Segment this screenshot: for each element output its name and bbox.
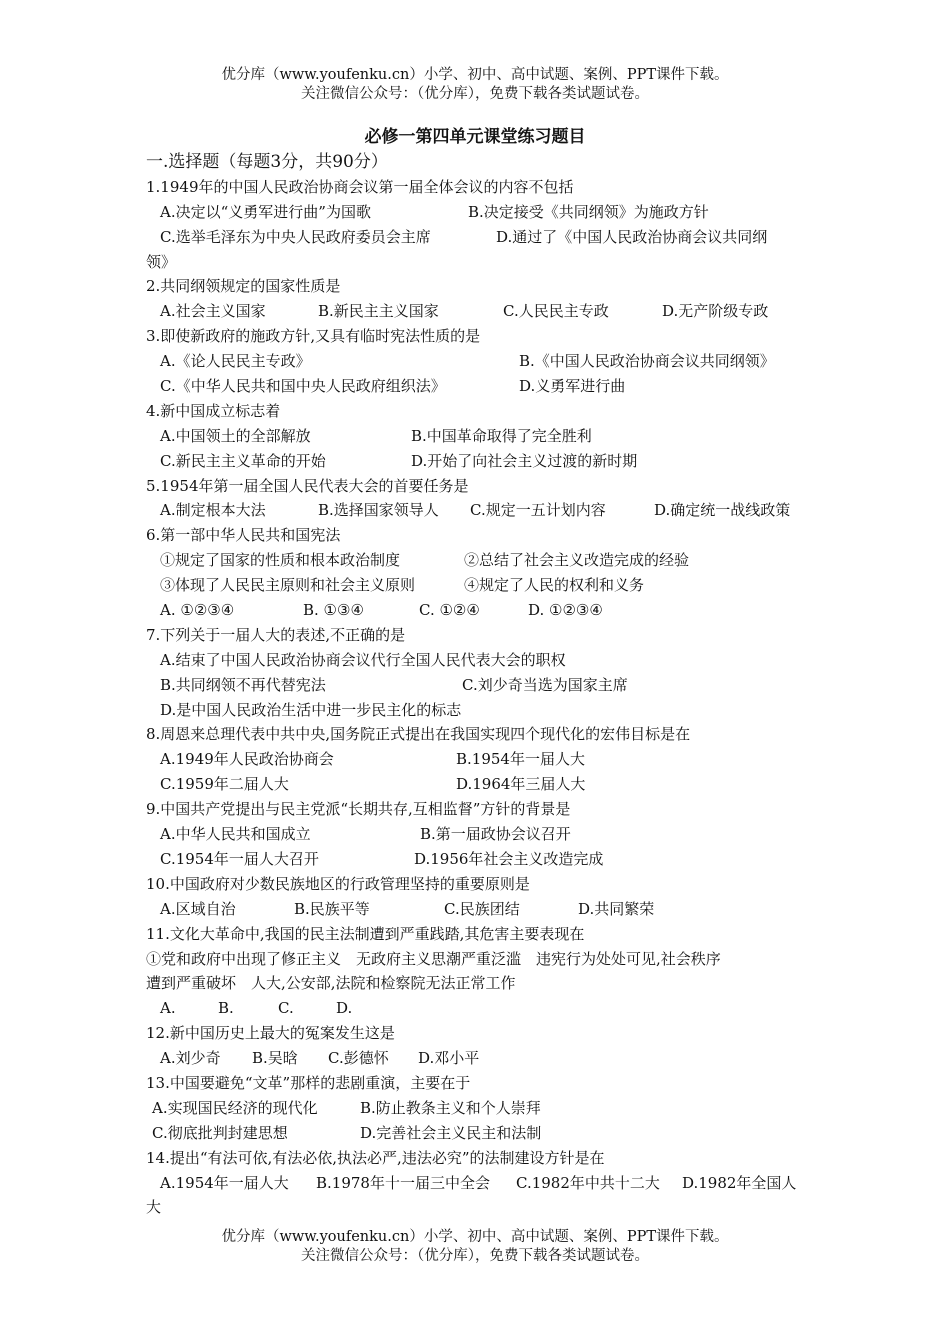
option-row: [146, 225, 816, 250]
option-c: C.彻底批判封建思想: [152, 1123, 288, 1142]
option-b: B.1978年十一届三中全会: [316, 1173, 490, 1192]
question-stem: 9.中国共产党提出与民主党派“长期共存,互相监督”方针的背景是: [146, 800, 571, 819]
option-c: C.彭德怀: [328, 1049, 389, 1068]
option-a: A.决定以“义勇军进行曲”为国歌: [160, 202, 371, 221]
option-a: A.1954年一届人大: [160, 1173, 289, 1192]
option-row: [146, 424, 816, 449]
option-d: D.1964年三届人大: [456, 775, 586, 794]
page-title: 必修一第四单元课堂练习题目: [364, 127, 586, 147]
option-row: [146, 349, 816, 374]
section-heading: 一.选择题（每题3分，共90分）: [146, 152, 388, 172]
question-stem: 12.新中国历史上最大的冤案发生这是: [146, 1024, 395, 1043]
footer-line-1: 优分库（www.youfenku.cn）小学、初中、高中试题、案例、PPT课件下载。: [221, 1229, 729, 1245]
option-c: C.1954年一届人大召开: [160, 849, 319, 868]
option-c: C.1982年中共十二大: [516, 1173, 660, 1192]
statement-1: ①规定了国家的性质和根本政治制度: [160, 551, 401, 570]
option-row: [146, 747, 816, 772]
question-stem: 5.1954年第一届全国人民代表大会的首要任务是: [146, 476, 469, 495]
footer-line-2: 关注微信公众号：（优分库），免费下载各类试题试卷。: [301, 1248, 649, 1264]
question-stem: 4.新中国成立标志着: [146, 401, 281, 420]
header-line-1: 优分库（www.youfenku.cn）小学、初中、高中试题、案例、PPT课件下载。: [221, 67, 729, 83]
option-row: [146, 200, 816, 225]
option-a: A. ①②③④: [160, 601, 235, 620]
option-b: B.选择国家领导人: [318, 501, 439, 520]
option-c: C.民族团结: [444, 899, 520, 918]
question-stem: 11.文化大革命中,我国的民主法制遭到严重践踏,其危害主要表现在: [146, 924, 585, 943]
option-b: B.防止教条主义和个人崇拜: [360, 1098, 541, 1117]
question-stem: 8.周恩来总理代表中共中央,国务院正式提出在我国实现四个现代化的宏伟目标是在: [146, 725, 691, 744]
question-stem: 2.共同纲领规定的国家性质是: [146, 277, 341, 296]
option-row: [146, 498, 816, 523]
option-row: [146, 1171, 816, 1196]
statement-3: ③体现了人民民主原则和社会主义原则: [160, 576, 416, 595]
question-stem: 1.1949年的中国人民政治协商会议第一届全体会议的内容不包括: [146, 177, 574, 196]
option-d: D.: [336, 999, 353, 1018]
option-b: B.第一届政协会议召开: [420, 825, 571, 844]
option-row: [146, 1046, 816, 1071]
question-text: 遭到严重破坏 人大,公安部,法院和检察院无法正常工作: [146, 974, 516, 993]
option-continuation: 领》: [146, 252, 177, 271]
option-d: D. ①②③④: [528, 601, 603, 620]
option-d: D.完善社会主义民主和法制: [360, 1123, 542, 1142]
option-b: B.吴晗: [252, 1049, 298, 1068]
option-d: D.开始了向社会主义过渡的新时期: [411, 451, 638, 470]
option-row: [146, 1121, 816, 1146]
option-b: B.: [218, 999, 234, 1018]
option-c: C.刘少奇当选为国家主席: [462, 675, 628, 694]
option-b: B. ①③④: [303, 601, 364, 620]
page-footer: [0, 1228, 950, 1266]
option-a: A.中国领土的全部解放: [160, 426, 311, 445]
header-line-2: 关注微信公众号：（优分库），免费下载各类试题试卷。: [301, 86, 649, 102]
option-continuation: 大: [146, 1198, 162, 1217]
option-b: B.民族平等: [294, 899, 370, 918]
option-d: D.邓小平: [418, 1049, 480, 1068]
question-list: [146, 150, 816, 1220]
option-c: C.《中华人民共和国中央人民政府组织法》: [160, 377, 446, 396]
option-a: A.1949年人民政治协商会: [160, 750, 334, 769]
option-b: B.《中国人民政治协商会议共同纲领》: [519, 352, 775, 371]
option-a: A.中华人民共和国成立: [160, 825, 311, 844]
option-row: [146, 673, 816, 698]
page-header: [0, 66, 950, 104]
option-c: C.规定一五计划内容: [470, 501, 606, 520]
option-row: [146, 374, 816, 399]
option-c: C.选举毛泽东为中央人民政府委员会主席: [160, 227, 431, 246]
option-c: C. ①②④: [419, 601, 480, 620]
option-b: B.中国革命取得了完全胜利: [411, 426, 592, 445]
option-d: D.共同繁荣: [578, 899, 655, 918]
option-c: C.新民主主义革命的开始: [160, 451, 326, 470]
option-b: B.共同纲领不再代替宪法: [160, 675, 326, 694]
question-stem: 10.中国政府对少数民族地区的行政管理坚持的重要原则是: [146, 874, 530, 893]
option-d: D.义勇军进行曲: [519, 377, 626, 396]
option-row: [146, 847, 816, 872]
question-text: ①党和政府中出现了修正主义 无政府主义思潮严重泛滥 违宪行为处处可见,社会秩序: [146, 949, 721, 968]
option-row: [146, 772, 816, 797]
question-stem: 13.中国要避免“文革”那样的悲剧重演，主要在于: [146, 1073, 471, 1092]
option-row: [146, 822, 816, 847]
option-a: A.区域自治: [160, 899, 236, 918]
option-row: [146, 1096, 816, 1121]
option-a: A.实现国民经济的现代化: [152, 1098, 318, 1117]
question-stem: 3.即使新政府的施政方针,又具有临时宪法性质的是: [146, 327, 481, 346]
option-d: D.通过了《中国人民政治协商会议共同纲: [496, 227, 768, 246]
option-c: C.: [278, 999, 294, 1018]
option-d: D.无产阶级专政: [662, 302, 769, 321]
statement-row: [146, 548, 816, 573]
option-row: [146, 449, 816, 474]
option-c: C.人民民主专政: [503, 302, 609, 321]
statement-row: [146, 573, 816, 598]
option-d: D.确定统一战线政策: [654, 501, 791, 520]
option-b: B.1954年一届人大: [456, 750, 585, 769]
option-a: A.制定根本大法: [160, 501, 266, 520]
option-row: [146, 598, 816, 623]
option-c: C.1959年二届人大: [160, 775, 289, 794]
option-a: A.刘少奇: [160, 1049, 221, 1068]
statement-2: ②总结了社会主义改造完成的经验: [464, 551, 690, 570]
option-a: A.结束了中国人民政治协商会议代行全国人民代表大会的职权: [160, 650, 566, 669]
statement-4: ④规定了人民的权利和义务: [464, 576, 645, 595]
question-stem: 6.第一部中华人民共和国宪法: [146, 526, 341, 545]
option-row: [146, 299, 816, 324]
option-d: D.1982年全国人: [682, 1173, 797, 1192]
option-a: A.《论人民民主专政》: [160, 352, 311, 371]
option-a: A.: [160, 999, 176, 1018]
option-b: B.新民主主义国家: [318, 302, 439, 321]
question-stem: 7.下列关于一届人大的表述,不正确的是: [146, 625, 406, 644]
option-d: D.1956年社会主义改造完成: [414, 849, 604, 868]
option-b: B.决定接受《共同纲领》为施政方针: [468, 202, 709, 221]
question-stem: 14.提出“有法可依,有法必依,执法必严,违法必究”的法制建设方针是在: [146, 1148, 605, 1167]
option-a: A.社会主义国家: [160, 302, 266, 321]
option-row: [146, 897, 816, 922]
option-d: D.是中国人民政治生活中进一步民主化的标志: [160, 700, 462, 719]
option-row: [146, 996, 816, 1021]
